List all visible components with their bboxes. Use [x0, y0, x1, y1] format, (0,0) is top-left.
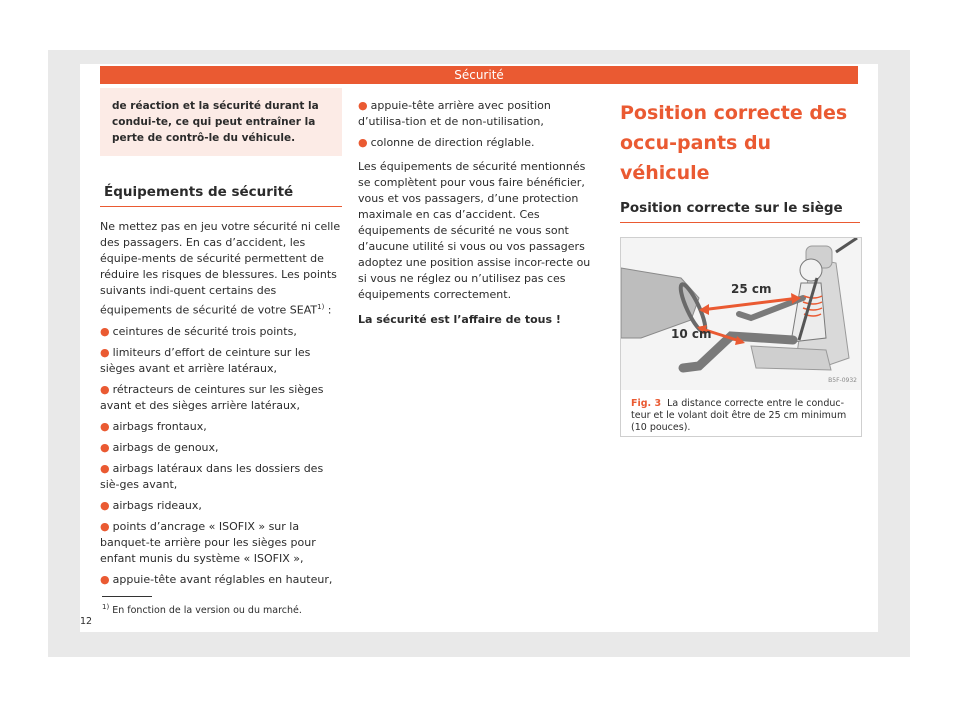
equipements-paragraph-2: Les équipements de sécurité mentionnés se complètent pour vous faire bénéficier, vous et vos passagers, d’une protection maximale en cas d’accident. Ces équipements de sécurité ne vous sont d’aucune utilité si vous ou vos passagers adoptez une position assise incor-recte ou si vous ne réglez ou n’utilisez pas ces équipements correctement.: [358, 160, 591, 301]
column-2: [358, 88, 601, 337]
list-item-text: airbags latéraux dans les dossiers des siè-ges avant,: [100, 461, 324, 491]
bullet-icon: ●: [100, 419, 110, 433]
figure-caption: [621, 390, 861, 434]
bullet-icon: ●: [100, 519, 110, 533]
equipements-heading: Équipements de sécurité: [100, 184, 342, 207]
bullet-icon: ●: [358, 99, 368, 112]
list-item: [100, 345, 342, 377]
list-item-text: airbags de genoux,: [112, 440, 219, 454]
list-item-text: limiteurs d’effort de ceinture sur les sièges avant et arrière latéraux,: [100, 345, 311, 375]
bullet-icon: ●: [100, 461, 110, 475]
column-1: [100, 88, 342, 588]
warning-continuation-text: de réaction et la sécurité durant la condui-te, ce qui peut entraîner la perte de contrô-le du véhicule.: [112, 100, 319, 144]
list-item-text: colonne de direction réglable.: [370, 136, 535, 149]
equipements-paragraph-end: :: [324, 303, 332, 317]
list-item: [100, 461, 342, 493]
list-item: [358, 135, 601, 151]
seat-cushion: [751, 346, 831, 370]
page-number: 12: [80, 616, 93, 627]
list-item-text: ceintures de sécurité trois points,: [112, 324, 297, 338]
manual-page: [80, 64, 878, 632]
safety-emphasis: La sécurité est l’affaire de tous !: [358, 313, 561, 326]
list-item: [100, 419, 342, 435]
bullet-icon: ●: [100, 440, 110, 454]
section-header-title: Sécurité: [454, 68, 504, 82]
column-3: [620, 88, 860, 437]
list-item: [100, 440, 342, 456]
figure-3: [620, 237, 862, 437]
position-subheading: Position correcte sur le siège: [620, 200, 860, 223]
footnote-marker: 1): [102, 603, 110, 611]
label-10cm: 10 cm: [671, 327, 712, 341]
warning-continuation-box: [100, 88, 342, 156]
bullet-icon: ●: [100, 498, 110, 512]
list-item-text: airbags rideaux,: [112, 498, 202, 512]
list-item-text: appuie-tête arrière avec position d’utilisa-tion et de non-utilisation,: [358, 99, 551, 128]
figure-caption-text: La distance correcte entre le conduc-teur et le volant doit être de 25 cm minimum (10 pouces).: [631, 398, 847, 433]
bullet-icon: ●: [100, 382, 110, 396]
list-item-text: rétracteurs de ceintures sur les sièges avant et des sièges arrière latéraux,: [100, 382, 324, 412]
footnote-ref: 1): [317, 303, 325, 311]
list-item: [100, 519, 342, 567]
bullet-icon: ●: [100, 572, 110, 586]
list-item: [100, 324, 342, 340]
figure-caption-label: Fig. 3: [631, 398, 662, 409]
footnote-text: En fonction de la version ou du marché.: [112, 605, 302, 617]
footnote: [102, 603, 302, 616]
list-item: [100, 572, 342, 588]
driver-head: [800, 259, 822, 281]
driver-seat-illustration: [621, 238, 861, 390]
list-item: [100, 498, 342, 514]
list-item-text: appuie-tête avant réglables en hauteur,: [112, 572, 333, 586]
equipements-paragraph-text: Ne mettez pas en jeu votre sécurité ni celle des passagers. En cas d’accident, les équipe-ments de sécurité permettent de réduire les risques de blessures. Les points suivants indi-quent certains des équipements de sécurité de votre SEAT: [100, 220, 341, 317]
list-item: [100, 382, 342, 414]
list-item-text: airbags frontaux,: [112, 419, 207, 433]
list-item: [358, 98, 601, 130]
bullet-icon: ●: [100, 345, 110, 359]
bullet-icon: ●: [358, 136, 368, 149]
position-heading: Position correcte des occu-pants du véhicule: [620, 102, 848, 184]
section-header-bar: [100, 66, 858, 84]
bullet-icon: ●: [100, 324, 110, 338]
label-25cm: 25 cm: [731, 282, 772, 296]
list-item-text: points d’ancrage « ISOFIX » sur la banquet-te arrière pour les sièges pour enfant munis du système « ISOFIX »,: [100, 519, 316, 565]
footnote-divider: [102, 596, 152, 597]
figure-code: B5F-0932: [828, 377, 857, 384]
equipements-paragraph: [100, 219, 342, 319]
